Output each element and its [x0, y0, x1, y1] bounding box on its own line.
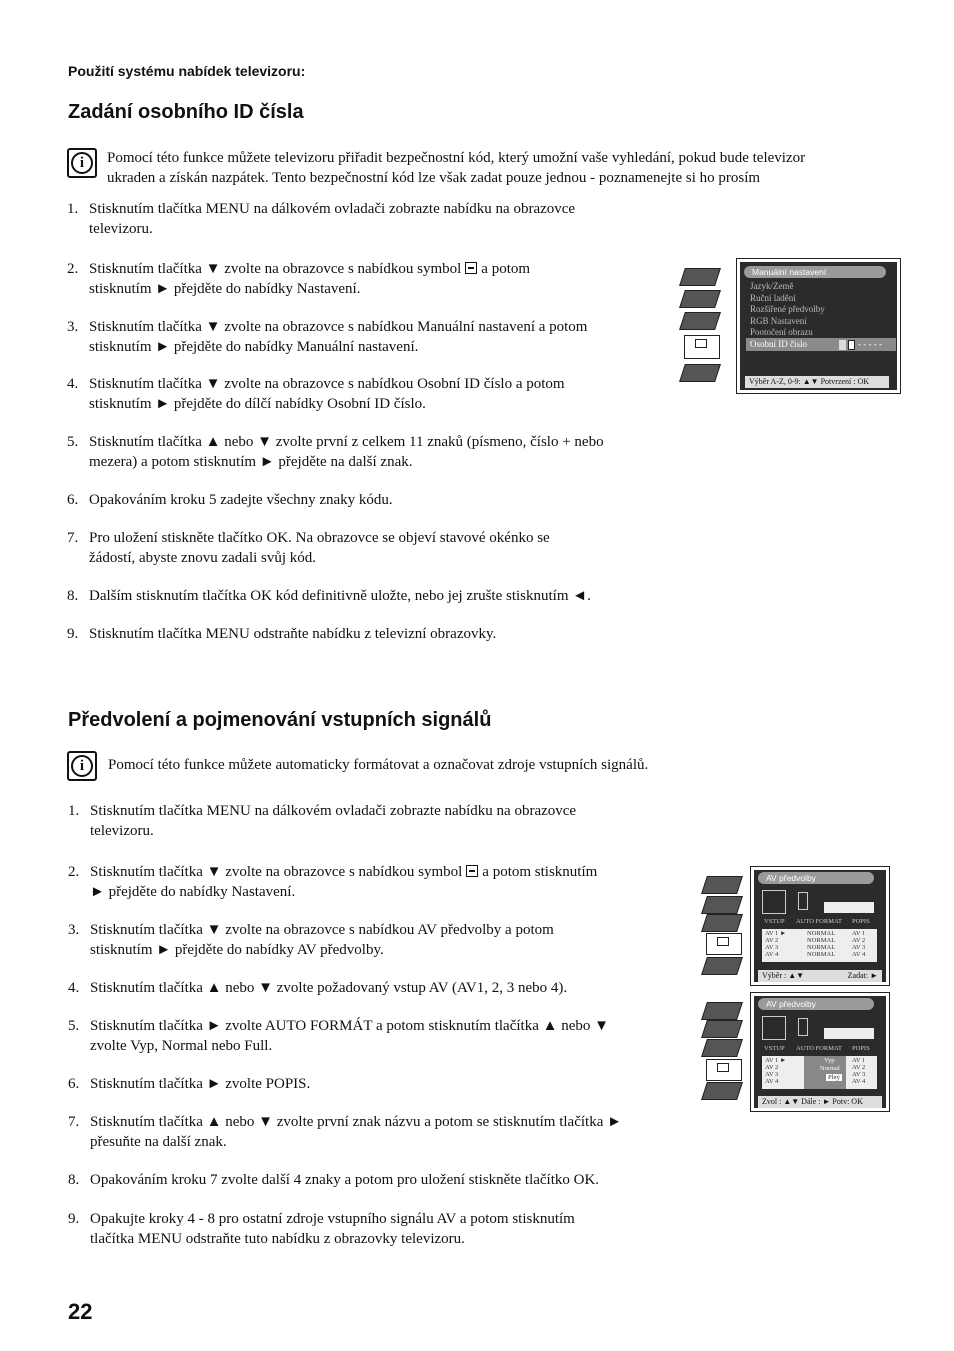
updown-arrow-icon: [839, 340, 846, 350]
list-item: 7. Pro uložení stiskněte tlačítko OK. Na obrazovce se objeví stavové okénko se žádostí, abyste znovu zadali svůj kód.: [67, 530, 550, 566]
section2-title: Předvolení a pojmenování vstupních signálů: [68, 709, 492, 731]
av-table: AV 1 ► NORMAL AV 1 AV 2 NORMAL AV 2 AV 3 NORMAL AV 3 AV 4 NORMAL AV 4: [762, 929, 877, 962]
features-tab-icon: [679, 312, 721, 330]
menu-item: Ruční ladění: [750, 292, 796, 303]
info-icon: i: [67, 148, 97, 178]
list-item: 4. Stisknutím tlačítka ▲ nebo ▼ zvolte požadovaný vstup AV (AV1, 2, 3 nebo 4).: [68, 980, 568, 996]
teletext-tab-icon: [701, 1082, 743, 1100]
col-header: POPIS: [852, 1045, 870, 1052]
menu-item: Rozšířené předvolby: [750, 304, 825, 314]
features-tab-icon: [701, 1039, 743, 1057]
sound-tab-icon: [701, 896, 743, 914]
aspect-icon: [798, 892, 808, 910]
list-item: 8. Dalším stisknutím tlačítka OK kód definitivně uložte, nebo jej zrušte stisknutím ◄.: [67, 588, 591, 604]
screen-footer: Výběr : ▲▼ Zadat: ►: [758, 970, 882, 982]
list-item: 1. Stisknutím tlačítka MENU na dálkovém ovladači zobrazte nabídku na obrazovce televizoru.: [67, 201, 576, 237]
list-item: 5. Stisknutím tlačítka ▲ nebo ▼ zvolte první z celkem 11 znaků (písmeno, číslo + nebo mezera) a potom stisknutím ► přejděte na další znak.: [67, 434, 604, 470]
screen-footer: Zvol : ▲▼ Dále : ► Potv: OK: [758, 1096, 882, 1108]
setup-tab-icon: [684, 335, 720, 359]
col-header: VSTUP: [764, 1045, 785, 1052]
list-item: 6. Stisknutím tlačítka ► zvolte POPIS.: [68, 1076, 311, 1092]
av-input-icon: [762, 1016, 786, 1040]
list-item: 3. Stisknutím tlačítka ▼ zvolte na obrazovce s nabídkou AV předvolby a potom stisknutím ► přejděte do nabídky AV předvolby.: [68, 922, 554, 958]
list-item: 3. Stisknutím tlačítka ▼ zvolte na obrazovce s nabídkou Manuální nastavení a potom stisknutím ► přejděte do nabídky Manuální nastavení.: [67, 319, 588, 355]
list-item: 7. Stisknutím tlačítka ▲ nebo ▼ zvolte první znak názvu a potom se stisknutím tlačítka ► přesuňte na další znak.: [68, 1114, 622, 1150]
menu-item: Pootočení obrazu: [750, 327, 813, 337]
picture-tab-icon: [701, 1002, 743, 1020]
screen-footer: Výběr A-Z, 0-9: ▲▼ Potvrzení : OK: [745, 376, 889, 388]
connectors-icon: [824, 902, 874, 913]
section2-intro: Pomocí této funkce můžete automaticky formátovat a označovat zdroje vstupních signálů.: [108, 757, 649, 773]
list-item: 9. Opakujte kroky 4 - 8 pro ostatní zdroje vstupního signálu AV a potom stisknutím tlačítka MENU odstraňte tuto nabídku z obrazovky televizoru.: [68, 1211, 575, 1247]
cursor-box: [848, 340, 855, 350]
col-header: VSTUP: [764, 918, 785, 925]
sound-tab-icon: [679, 290, 721, 308]
page-number: 22: [68, 1299, 93, 1324]
teletext-tab-icon: [679, 364, 721, 382]
setup-tab-icon: [706, 1059, 742, 1081]
tv-screen-manual-setup: [736, 258, 901, 394]
setup-tab-icon: [706, 933, 742, 955]
sound-tab-icon: [701, 1020, 743, 1038]
connectors-icon: [824, 1028, 874, 1039]
col-header: POPIS: [852, 918, 870, 925]
list-item: 2. Stisknutím tlačítka ▼ zvolte na obrazovce s nabídkou symbol a potom stisknutím ► přejděte do nabídky Nastavení.: [67, 261, 531, 297]
screen-title: Manuální nastavení: [744, 266, 886, 278]
col-header: AUTO FORMAT: [796, 918, 842, 925]
setup-symbol-icon: [465, 262, 477, 274]
av-table: AV 1 ► Vyp AV 1 AV 2 Normal AV 2 AV 3 Plný AV 3 AV 4 AV 4: [762, 1056, 877, 1089]
list-item: 1. Stisknutím tlačítka MENU na dálkovém ovladači zobrazte nabídku na obrazovce televizoru.: [68, 803, 577, 839]
screen-title: AV předvolby: [758, 998, 874, 1010]
menu-item-selected: Osobní ID číslo: [750, 339, 807, 349]
aspect-icon: [798, 1018, 808, 1036]
setup-symbol-icon: [466, 865, 478, 877]
col-header: AUTO FORMAT: [796, 1045, 842, 1052]
menu-item: RGB Nastavení: [750, 315, 807, 326]
features-tab-icon: [701, 914, 743, 932]
tv-screen-av-preset: [750, 866, 890, 986]
teletext-tab-icon: [701, 957, 743, 975]
list-item: 6. Opakováním kroku 5 zadejte všechny znaky kódu.: [67, 492, 393, 508]
id-entry: - - - - -: [858, 339, 882, 349]
menu-item: Jazyk/Země: [750, 281, 794, 291]
screen-title: AV předvolby: [758, 872, 874, 884]
section-subheading: Použití systému nabídek televizoru:: [68, 63, 306, 79]
picture-tab-icon: [701, 876, 743, 894]
info-icon: i: [67, 751, 97, 781]
list-item: 2. Stisknutím tlačítka ▼ zvolte na obrazovce s nabídkou symbol a potom stisknutím ► přejděte do nabídky Nastavení.: [68, 864, 598, 900]
section1-intro: Pomocí této funkce můžete televizoru přiřadit bezpečnostní kód, který umožní vaše vyhledání, pokud bude televizor ukraden a získán nazpátek. Tento bezpečnostní kód lze však zadat pouze jednou - poznamenejte si ho prosím: [107, 150, 806, 186]
av-input-icon: [762, 890, 786, 914]
list-item: 8. Opakováním kroku 7 zvolte další 4 znaky a potom pro uložení stiskněte tlačítko OK.: [68, 1172, 600, 1188]
section1-title: Zadání osobního ID čísla: [68, 101, 304, 123]
tv-screen-av-preset-edit: [750, 992, 890, 1112]
list-item: 9. Stisknutím tlačítka MENU odstraňte nabídku z televizní obrazovky.: [67, 626, 497, 642]
list-item: 5. Stisknutím tlačítka ► zvolte AUTO FORMÁT a potom stisknutím tlačítka ▲ nebo ▼ zvolte Vyp, Normal nebo Full.: [68, 1018, 609, 1054]
list-item: 4. Stisknutím tlačítka ▼ zvolte na obrazovce s nabídkou Osobní ID číslo a potom stisknutím ► přejděte do dílčí nabídky Osobní ID číslo.: [67, 376, 565, 412]
picture-tab-icon: [679, 268, 721, 286]
